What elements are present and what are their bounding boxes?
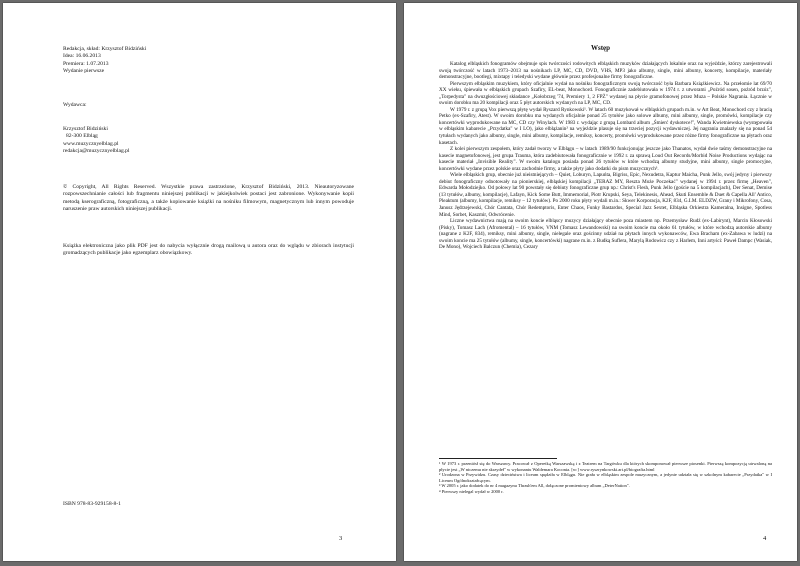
author-contact [63,126,130,155]
ebook-note: Książka elektroniczna jako plik PDF jest do nabycia wyłącznie drogą mailową u autora oraz do wglądu w zbiorach instytucji gromadzących publikacje jako egzemplarz obowiązkowy. [63,243,354,257]
section-heading: Wstęp [590,44,611,52]
footnotes [439,461,772,495]
left-page [3,3,396,561]
paragraph: Z kolei pierwszym zespołem, który zadał tworzy w Elblągu – w latach 1989/90 funkcjonując jeszcze jako Thanatos, wydał dwie taśmy demonstracyjne na kasecie magnetofonowej, jest grupa Trauma, która zadebiutowała fonograficznie w 1992 r. za sprawą Loud Out Records/Morbid Noise Productions wydając na kasecie materiał „Invisible Reality". W swoim katalogu posiada ponad 26 tytułów w które wchodzą albumy studyjne, mini albumy, single promocyjne, koncertówki wydane przez polskie oraz zachodnie firmy, a także płyty jako dodatki do pism muzycznych³. [439,146,772,172]
footnote: ⁴ Pierwszy nielegal wydał w 2000 r. [439,488,504,494]
imprint-block [63,46,146,75]
paragraph: Katalog elbląskich fonogramów obejmuje spis twórczości rodowitych elbląskich muzyków działających lokalnie oraz na wyjeździe, którzy zarejestrowali swoją twórczość w latach 1973–2013 na nośnikach LP, MC, CD, DVD, VHS, MP3 jako albumy, single, mini albumy, koncerty, kompilacje, materiały demonstracyjne, bootlegi, mixtapy i teledyski wydane głównie przez profesjonalne firmy fonograficzne. [439,61,772,81]
imprint-line: Idea: 16.06.2013 [63,53,101,60]
page-number: 3 [339,535,343,542]
imprint-line: Wydanie pierwsze [63,67,105,74]
paragraph: Wiele elbląskich grup, obecnie już nieistniejących – Quiet, Loburyn, Lapuńta, Bigriss, Epic, Nexudetra, Kaptur Maicha, Punk Jello, swój jedyny i pierwszy debiut fonograficzny odnotowały na pionierskiej, elbląskiej kompilacji „TERAZ MY, Reszta Może Poczekać" wydanej w 1994 r. przez firmę „Heaven", Edwarda Mołodziejko. Od połowy lat 90 powstały się debiuty fonograficzne grup np.: Christ's Flesh, Punk Jello (goście na 5 kompilacjach), Der Senat, Demise (13 tytułów, albumy, kompilacje), Lafayn, Kick Some Butt, Immemorial, Piotr Krupski, Seya, Telekinesis, Ahead, Skuti Ensemble & Duet & Capella All' Antico, Pleaktum (albumy, kompilacje, remiksy – 12 tytułów). Po 2000 roku płyty wydali m.in.: Skwer Korporacja, K2F, 834, G.I.M. ELDZW, Grany i Mikrofony, Cosa, Janusz Jędrzejewski, Chór Cantata, Chór Redemptoris, Enter Chaos, Funky Bastardos, Special Jazz Sextet, Elbląska Orkiestra Kameralna, Insigne, Spotless Mind, Sorbet, Kaszmir, Odwrócenie. [439,172,772,218]
footnote: ³ W 2005 r. jako dodatek do nr 4 magazynu Thrash'em All, dołączone promieniowy album „DeterNation". [439,483,630,489]
imprint-line: Redakcja, skład: Krzysztof Bidziński [63,46,147,52]
body-text [439,61,772,251]
paragraph: Liczne wydawnictwa mają na swoim koncie elbląscy muzycy działający obecnie poza miastem np. Przemysław Rudź (ex-Labirynt), Marcin Kłosowski (Pisky), Tomasz Lach (Afromental) – 16 tytułów, VNM (Tomasz Lewandowski) na swoim koncie ma około 61 tytułów, w które wchodzą autorskie albumy (nagrane z K2F, 834), remiksy, mini albumy, single, nielegale oraz gościnny udział na płytach innych wykonawców, Ewa Bracham (ex-Zabawa w ludzi) na swoim koncie ma 25 tytułów (albumy, single, koncertówki) nagrane m.in. z Budką Suflera, Marylą Rodowicz czy z Harlem, Inni artyści: Paweł Dampc (Wasiak, De Mono), Wojciech Balczun (Chemia), Cezary [439,218,772,251]
footnote: ² Urodzona w Przywidzu. Czasy dzieciństwa i liceum spędziła w Elblągu. Nie grała w elbląskim zespole muzycznym, a jedynie udziała się w szkolnym kabarecie „Przydatka" w I Liceum Ogólnokształcącym. [439,472,772,483]
author-site: www.muzycznyelblag.pl [63,140,119,147]
right-page [404,3,797,561]
author-city: 82-300 Elbląg [66,133,98,140]
author-name: Krzysztof Bidziński [63,126,108,132]
paragraph: W 1979 r. z grupą Vox pierwszą płytę wydał Ryszard Rynkowski¹. W latach 60 muzykował w elbląskich grupach m.in. w Art Beat, Monochord czy z bracią Petko (ex-Szafiry, Atest). W swoim dorobku ma wydanych oficjalnie ponad 25 tytułów jako solowe albumy, mini albumy, single, promówki, kompilacje czy koncertówki wyprodukowane na MC, CD czy Winylach. W 1983 r. wydając z grupą Lombard album „Śmierć dyskotece!", Wanda Kwietniewska (występowała w elbląskim kabarecie „Przydatka" w I LO), jako elblążanin² na wyjeździe plasuje się na trzeciej pozycji wydawniczej. Jej nagrania znalazły się na ponad 54 tytułach wydanych jako albumy, single, mini albumy, kompilacje, remiksy, koncerty, promówki wyprodukowane przez różne firmy fonograficzne na płytach oraz kasetach. [439,106,772,146]
paragraph: Pierwszym elbląskim muzykiem, który oficjalnie wydał na nośniku fonograficznym swoją twórczość była Barbara Książkiewicz. Na przełomie lat 69/70 XX wieku, śpiewała w elbląskich grupach Szafiry, EL-beat, Monochord. Fonograficznie zadebiutowała w 1974 r. z utworami „Poźród sosen, poźród brzóz", „Torpedysta" na dwuzgłościowej składance „Kołobrzeg '74, Premiery 1, 2 FPŻ" wydanej na płycie gramofonowej przez Muza – Polskie Nagrania. Łącznie w swoim dorobku ma 20 kompilacji oraz 5 płyt autorskich wydanych na LP, MC, CD. [439,80,772,107]
author-email: redakcja@muzycznyelblag.pl [63,147,130,154]
page-number: 4 [763,535,767,542]
copyright-notice: © Copyright, All Rights Reserved. Wszystkie prawa zastrzeżone, Krzysztof Bidziński, 2013. Nieautoryzowane rozpowszechnianie całości lub fragmentu niniejszej publikacji w jakiejkolwiek postaci jest zabronione. Wykonywanie kopii metodą kserograficzną, fotograficzną, a także kopiowanie książki na nośniku filmowym, magnetycznym lub innym powoduje naruszenie praw autorskich niniejszej publikacji. [63,184,354,213]
imprint-line: Premiera: 1.07.2013 [63,60,109,67]
publisher-label: Wydawca: [63,102,87,108]
isbn: ISBN 978-83-929158-8-1 [63,501,121,507]
footnote: ¹ W 1973 r. przeniósł się do Warszawy. Pracował z Operetką Warszawską i z Teatrem na Targówku dla których skomponował pierwsze piosenki. Pierwszą kompozycją utrwaloną na płycie jest „W niczemu nie skrzydeł" w wykonaniu Waldemara Koconia. [w:] www.ryszrynkowski.art.pl/biografia.html [439,461,772,472]
footnote-separator [439,458,557,459]
